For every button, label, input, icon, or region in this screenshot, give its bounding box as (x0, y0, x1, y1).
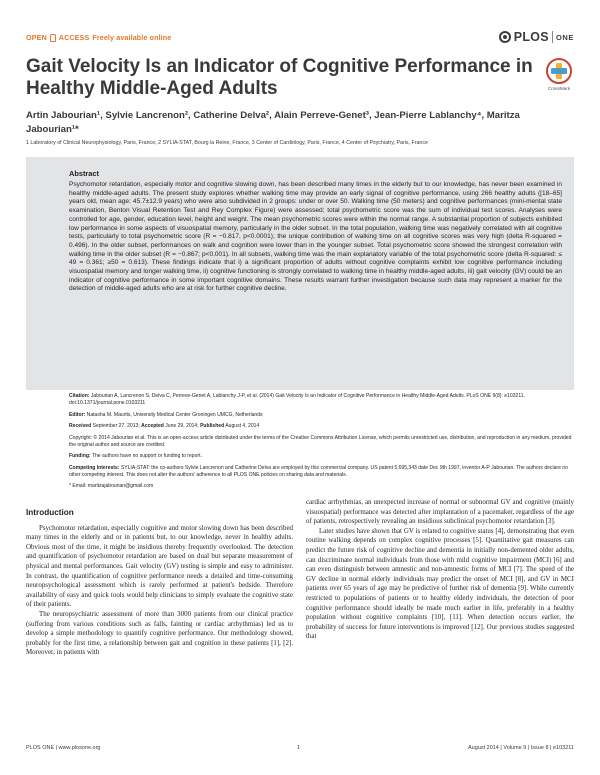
plos-one-label: ONE (555, 32, 574, 42)
competing-interests-row (69, 465, 574, 479)
abstract-heading: Abstract (69, 169, 99, 178)
open-label: OPEN (26, 33, 47, 42)
intro-paragraph-2: The neuropsychiatric assessment of more than 3000 patients from our clinical practice (suffering from various conditions such as falls, fainting or cardiac arrhythmias) led us to develop a simple methodology to quantify cognitive performance. Our methodology showed, probably for the first time, a relationship between gait and cognition in these patients [1], [2]. Moreover, in patients with (26, 609, 293, 657)
footer-journal[interactable]: PLOS ONE | www.plosone.org (26, 745, 101, 751)
citation-label: Citation: (69, 393, 90, 399)
crossmark-label: CrossMark (547, 86, 571, 91)
editor-label: Editor: (69, 411, 86, 418)
author-list: Artin Jabourian¹, Sylvie Lancrenon², Catherine Delva², Alain Perreve-Genet³, Jean-Pierre Lablanchy⁴, Maritza Jabourian¹* (26, 110, 520, 135)
article-title: Gait Velocity Is an Indicator of Cognitive Performance in Healthy Middle-Aged Adults (26, 56, 533, 99)
open-access-lock-icon (50, 34, 56, 42)
access-label: ACCESS (58, 33, 90, 42)
affiliations: 1 Laboratory of Clinical Neurophysiology, Paris, France, 2 SYLIA-STAT, Bourg la Reine, France, 3 Center of Cardiology, Paris, France, 4 Center of Psychiatry, Paris, France (26, 140, 428, 146)
abstract-box (26, 157, 574, 390)
crossmark-icon (546, 58, 572, 84)
crossmark-badge[interactable] (544, 58, 574, 91)
received-date: September 27, 2013; (92, 423, 140, 429)
dates-row (69, 423, 574, 430)
funding-text: The authors have no support or funding to report. (91, 453, 202, 459)
body-column-right (306, 498, 574, 642)
citation-text: Jabourian A, Lancrenon S, Delva C, Perreve-Genet A, Lablanchy J-P, et al. (2014) Gait Velocity Is an Indicator of Cognitive Performance in Healthy Middle-Aged Adults. PLoS ONE 9(8): e103211. doi:10.1371/journal.pone.0103211 (69, 393, 525, 406)
body-column-left (26, 508, 293, 658)
introduction-heading: Introduction (26, 508, 74, 517)
accepted-date: June 29, 2014; (165, 423, 199, 429)
plos-one-logo[interactable] (499, 30, 574, 44)
page-number: 1 (297, 745, 301, 751)
intro-paragraph-1: Psychomotor retardation, especially cognitive and motor slowing down has been described many times in the elderly and or in patients but, to our knowledge, never in healthy adults. Obvious most of the time, it might be insidious thereby frequently overlooked. The detection and quantification of psychomotor retardation are based on dual but separate measurement of physical and mental performances. Gait velocity (GV) testing is simple and easy to administer. In contrast, the quantification of cognitive performance needs a detailed and time-consuming neuropsychological assessment which is rarely performed at patient's bedside. Therefore availability of easy and quick tools would help clinicians to simply evaluate the cognitive state of their patients. (26, 523, 293, 609)
editor-text: Natasha M. Maurits, University Medical Center Groningen UMCG, Netherlands (86, 411, 263, 418)
abstract-text: Psychomotor retardation, especially motor and cognitive slowing down, has been described many times in the elderly but to our knowledge, has never been examined in healthy middle-aged adults. The present study explores whether walking time may provide an early signal of cognitive performance, using 266 healthy adults ([18–65] years old, mean age: 45.7±12.9 years) who were also subdivided in 2 groups: under or over 50. Walking time (50 meters) and cognitive performances (mini-mental state examination, Benton Visual Retention Test and Rey Complex Figure) were assessed; total psychometric score was the sum of individual test scores. Analyses were controlled for age, gender, education level, height and weight. The mean psychometric scores were within the normal range. A substantial proportion of subjects exhibited low performance in some aspects of visuospatial memory, particularly in the older subset. In the total population, walking time was negatively correlated with all cognitive tests, particularly to total psychometric score (R = −0.817, p<0.0001); the unique contribution of walking time on all cognitive scores was very high (delta R-squared = 0.496). In the older subset, performances on walk and cognition were lower than in the younger subset. Total psychometric score showed the strongest correlation with walking time in the older subset (R = −0.867; p<0.001). In all subsets, walking time was the main explanatory variable of the total psychometric score (delta R-squared: ≤ 49 = 0.361; ≥50 = 0.613). These findings indicate that i) a significant proportion of adults without cognitive complaints exhibit low cognitive performance including visuospatial memory and longer walking time, ii) cognitive functioning is strongly correlated to walking time in healthy middle-aged adults, iii) gait velocity (GV) could be an indicator of cognitive performance in some important cognitive domains. These results warrant further investigation because such data may represent a marker for the detection of middle-aged adults who are at risk for further cognitive decline. (69, 181, 562, 293)
competing-label: Competing Interests: (69, 464, 120, 471)
funding-label: Funding: (69, 453, 91, 459)
funding-row (69, 453, 574, 460)
editor-row (69, 412, 574, 419)
footer-issue: August 2014 | Volume 9 | Issue 8 | e103211 (467, 745, 574, 751)
article-metadata (69, 393, 574, 495)
logo-divider (552, 31, 553, 43)
plos-logo-icon (499, 31, 511, 43)
copyright-row: Copyright: © 2014 Jabourian et al. This is an open-access article distributed under the terms of the Creative Commons Attribution License, which permits unrestricted use, distribution, and reproduction in any medium, provided the original author and source are credited. (69, 434, 572, 448)
journal-header (26, 30, 574, 50)
email-row[interactable]: * Email: maritzajabourian@gmail.com (69, 483, 154, 489)
freely-available-label: Freely available online (92, 33, 172, 42)
published-label: Published (200, 423, 225, 429)
intro-paragraph-4: Later studies have shown that GV is related to cognitive status [4], demonstrating that even routine walking depends on complex cognitive processes [5]. Quantitative gait measures can predict the future risk of cognitive decline and dementia in initially non-demented older adults, can discriminate normal individuals from those with mild cognitive impairment (MCI) [6] and can even distinguish between amnestic and non-amnestic forms of MCI [7]. The speed of the GV decline in normal elderly individuals may predict the onset of MCI [8], and GV in MCI patients over 65 years of age may be predictive of further risk of dementia [9]. While currently restricted to populations of patients or to healthy elderly individuals, the detection of poor cognitive performance should ideally be made much earlier in life, preferably in a healthy population without cognitive complaints [10], [11]. When detection occurs earlier, the probability of success for future interventions is improved [12]. Our previous studies suggested that (306, 526, 574, 641)
plos-name: PLOS (513, 30, 549, 44)
published-date: August 4, 2014 (225, 423, 260, 429)
received-label: Received (69, 423, 92, 429)
intro-paragraph-3: cardiac arrhythmias, an unexpected increase of normal or subnormal GV and cognitive (mainly visuospatial) performance was detected after implantation of a pacemaker, regardless of the age of patients, retrospectively revealing an insidious subclinical psychomotor retardation [3]. (306, 498, 574, 526)
competing-text: SYLIA-STAT: the co-authors Sylvie Lancrenon and Catherine Delva are employed by this commercial company. US patent 5,695,343 date Dec 9th 1997, inventor A-P Jabourian. The authors declare no other competing interest. This does not alter the authors' adherence to all PLOS ONE policies on sharing data and materials. (69, 464, 568, 478)
citation-row (69, 393, 574, 407)
accepted-label: Accepted (141, 423, 164, 429)
page-footer (26, 745, 574, 755)
open-access-badge (26, 33, 171, 42)
